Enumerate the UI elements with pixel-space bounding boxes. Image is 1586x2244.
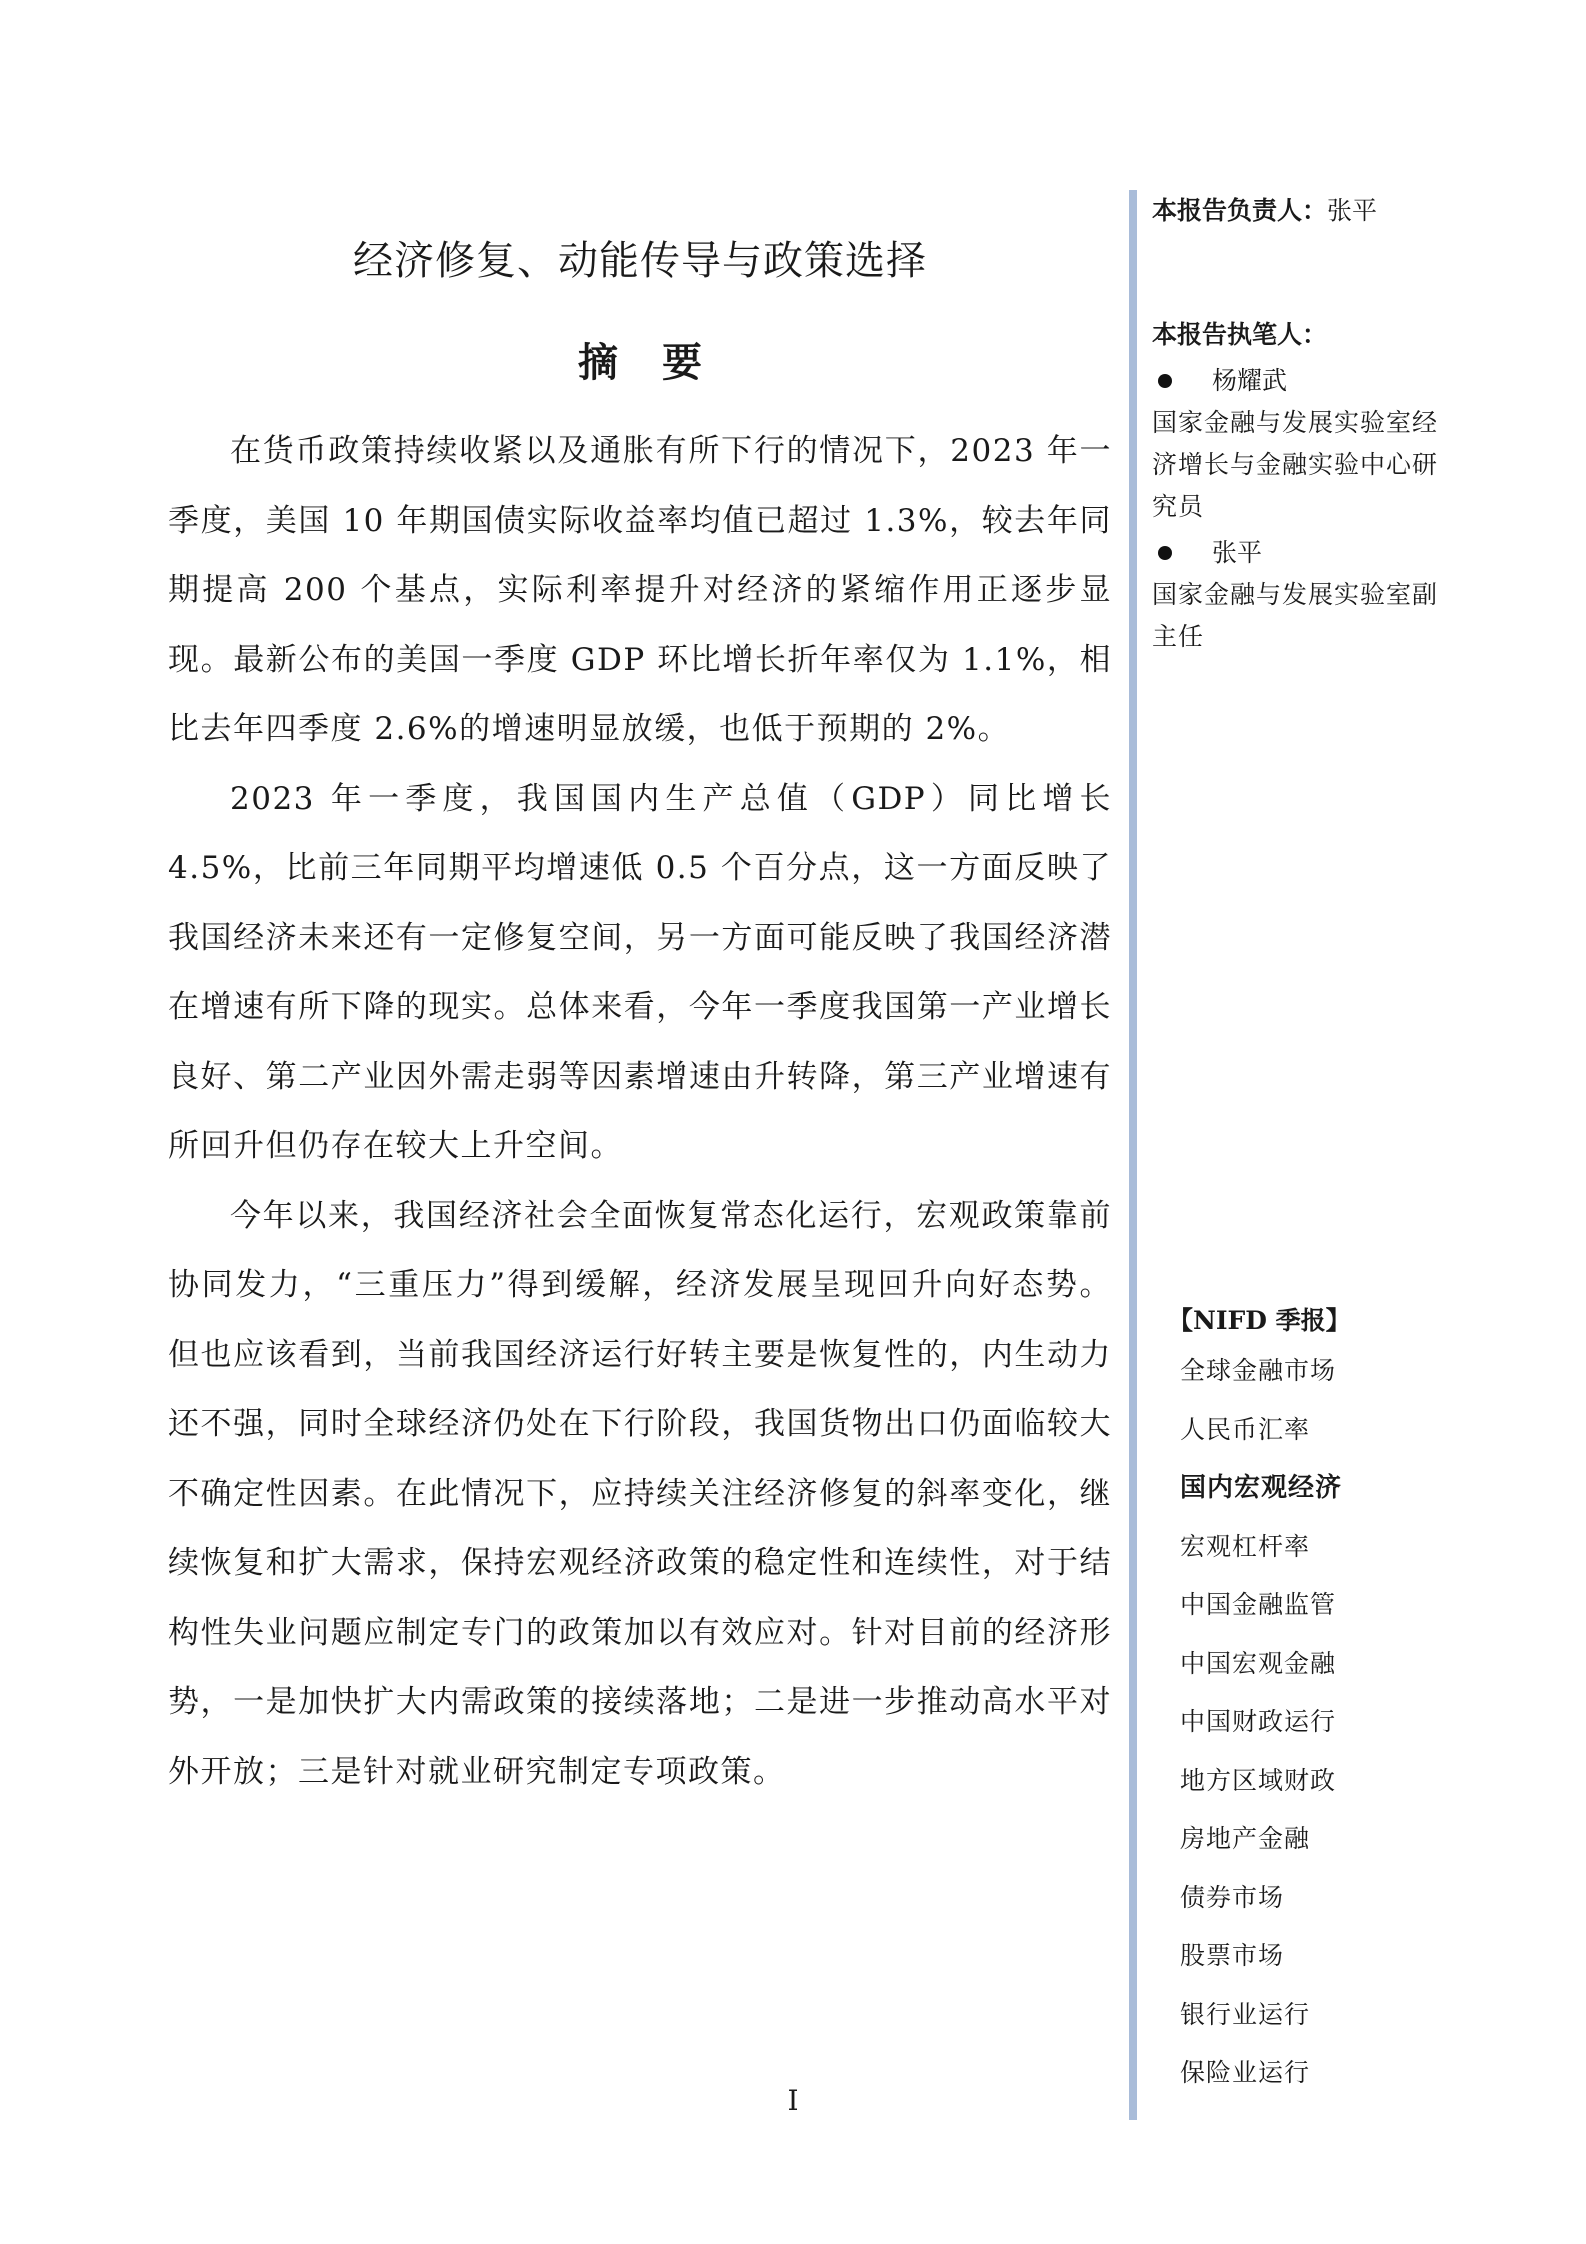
sidebar-divider bbox=[1129, 190, 1137, 2120]
series-item: 保险业运行 bbox=[1180, 2058, 1311, 2087]
writers-label: 本报告执笔人： bbox=[1152, 320, 1328, 349]
series-item: 股票市场 bbox=[1180, 1941, 1285, 1970]
responsible-label: 本报告负责人： bbox=[1152, 196, 1328, 225]
series-item: 地方区域财政 bbox=[1180, 1765, 1337, 1795]
abstract-paragraph-3: 今年以来，我国经济社会全面恢复常态化运行，宏观政策靠前协同发力，“三重压力”得到缓解，经济发展呈现回升向好态势。但也应该看到，当前我国经济运行好转主要是恢复性的，内生动力还不强，同时全球经济仍处在下行阶段，我国货物出口仍面临较大不确定性因素。在此情况下，应持续关注经济修复的斜率变化，继续恢复和扩大需求，保持宏观经济政策的稳定性和连续性，对于结构性失业问题应制定专门的政策加以有效应对。针对目前的经济形势，一是加快扩大内需政策的接续落地；二是进一步推动高水平对外开放；三是针对就业研究制定专项政策。 bbox=[168, 1197, 1112, 1790]
author-affiliation: 国家金融与发展实验室经济增长与金融实验中心研究员 bbox=[1152, 408, 1439, 521]
series-item: 银行业运行 bbox=[1180, 1999, 1311, 2029]
series-item: 中国宏观金融 bbox=[1180, 1648, 1337, 1678]
series-item: 全球金融市场 bbox=[1180, 1356, 1337, 1385]
series-item: 债券市场 bbox=[1180, 1882, 1285, 1912]
responsible-line bbox=[1152, 190, 1452, 232]
responsible-name: 张平 bbox=[1327, 196, 1378, 225]
author-name: 杨耀武 bbox=[1212, 366, 1288, 395]
author-entry bbox=[1152, 360, 1452, 528]
author-affiliation: 国家金融与发展实验室副主任 bbox=[1152, 580, 1439, 651]
series-item: 宏观杠杆率 bbox=[1180, 1531, 1311, 1561]
bullet-icon bbox=[1158, 374, 1172, 388]
series-list bbox=[1152, 1300, 1452, 2103]
bullet-icon bbox=[1158, 546, 1172, 560]
series-item: 人民币汇率 bbox=[1180, 1414, 1311, 1444]
series-item: 中国金融监管 bbox=[1180, 1590, 1337, 1619]
page-number: I bbox=[787, 2084, 799, 2117]
abstract-paragraph-2: 2023 年一季度，我国国内生产总值（GDP）同比增长 4.5%，比前三年同期平均增速低 0.5 个百分点，这一方面反映了我国经济未来还有一定修复空间，另一方面可能反映了我国经济潜在增速有所下降的现实。总体来看，今年一季度我国第一产业增长良好、第二产业因外需走弱等因素增速由升转降，第三产业增速有所回升但仍存在较大上升空间。 bbox=[168, 780, 1112, 1164]
main-column bbox=[168, 205, 1112, 1807]
report-credits bbox=[1152, 190, 1452, 658]
author-entry bbox=[1152, 532, 1452, 658]
series-item: 中国财政运行 bbox=[1180, 1707, 1337, 1736]
series-item-current: 国内宏观经济 bbox=[1180, 1473, 1343, 1503]
author-name: 张平 bbox=[1212, 538, 1263, 567]
series-item: 房地产金融 bbox=[1180, 1824, 1311, 1853]
abstract-paragraph-1: 在货币政策持续收紧以及通胀有所下行的情况下，2023 年一季度，美国 10 年期国债实际收益率均值已超过 1.3%，较去年同期提高 200 个基点，实际利率提升对经济的紧缩作用正逐步显现。最新公布的美国一季度 GDP 环比增长折年率仅为 1.1%，相比去年四季度 2.6%的增速明显放缓，也低于预期的 2%。 bbox=[168, 433, 1112, 747]
document-title: 经济修复、动能传导与政策选择 bbox=[353, 238, 927, 284]
abstract-heading: 摘要 bbox=[578, 340, 746, 386]
series-title: 【NIFD 季报】 bbox=[1168, 1306, 1351, 1335]
